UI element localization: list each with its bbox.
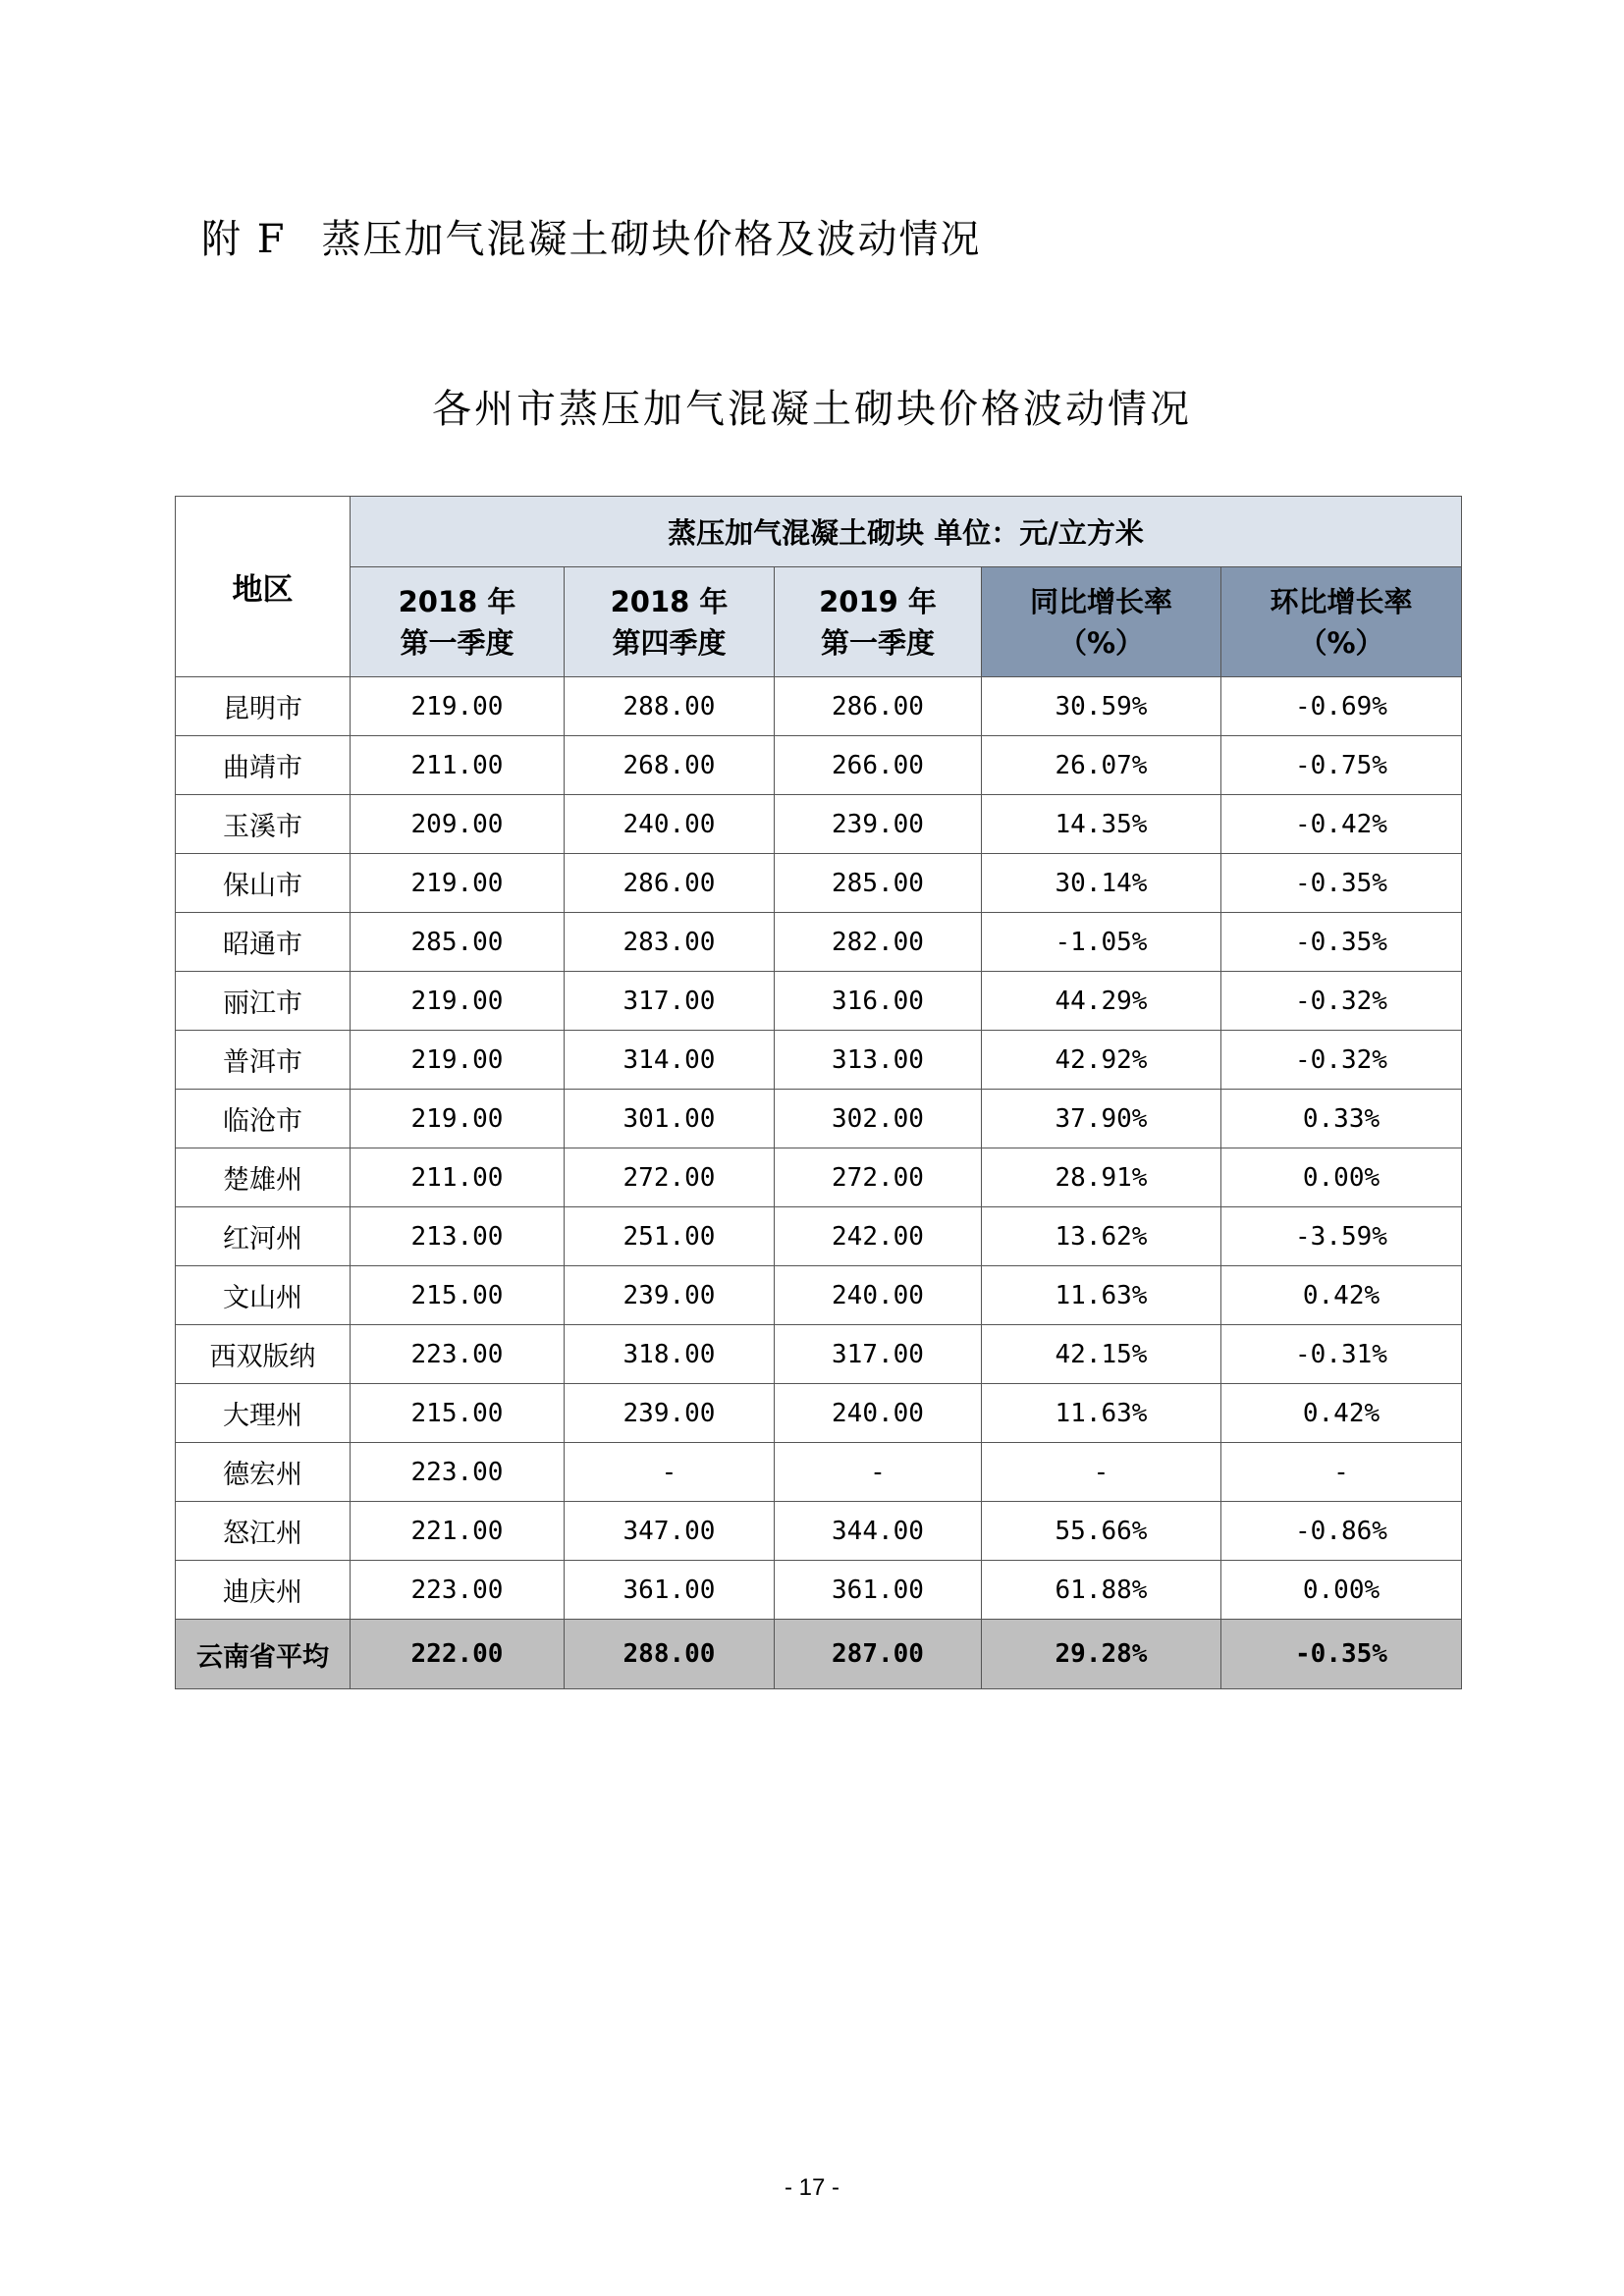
header-row-group [176,497,1462,567]
mom-rate-cell: -0.75% [1221,736,1462,795]
table-row [176,1443,1462,1502]
region-cell: 怒江州 [176,1502,351,1561]
appendix-heading [201,208,981,264]
mom-rate-cell: 0.00% [1221,1148,1462,1207]
mom-rate-cell: -0.32% [1221,1031,1462,1090]
price-2018-q1-cell: 219.00 [351,1090,565,1148]
price-2018-q4-cell: 361.00 [565,1561,775,1620]
yoy-rate-cell: 42.92% [982,1031,1221,1090]
table-row [176,1384,1462,1443]
table-row [176,972,1462,1031]
table-row [176,1561,1462,1620]
mom-rate-cell: -0.69% [1221,677,1462,736]
yoy-rate-cell: 42.15% [982,1325,1221,1384]
column-header-line2: （%） [1057,625,1145,660]
region-cell: 文山州 [176,1266,351,1325]
table-row [176,795,1462,854]
yoy-rate-cell: 11.63% [982,1266,1221,1325]
mom-rate-cell: 0.42% [1221,1266,1462,1325]
price-2018-q1-cell: 215.00 [351,1266,565,1325]
price-2018-q1-cell: 221.00 [351,1502,565,1561]
price-2018-q1-cell: 219.00 [351,1031,565,1090]
price-2018-q1-cell: 219.00 [351,677,565,736]
price-2018-q4-cell: 318.00 [565,1325,775,1384]
column-header-line1: 环比增长率 [1270,584,1413,618]
column-header-mom [1221,567,1462,677]
price-2019-q1-cell: 344.00 [775,1502,982,1561]
price-2018-q4-cell: 301.00 [565,1090,775,1148]
region-cell: 曲靖市 [176,736,351,795]
price-2018-q1-cell: 215.00 [351,1384,565,1443]
price-2019-q1-cell: 240.00 [775,1384,982,1443]
price-2018-q1-cell: 223.00 [351,1325,565,1384]
price-2018-q1-cell: 223.00 [351,1443,565,1502]
price-2018-q4-cell: 347.00 [565,1502,775,1561]
table-row [176,736,1462,795]
yoy-rate-cell: 44.29% [982,972,1221,1031]
price-2018-q4-cell: 288.00 [565,677,775,736]
price-2019-q1-cell: 316.00 [775,972,982,1031]
yoy-rate-cell: 61.88% [982,1561,1221,1620]
price-2018-q4-cell: 239.00 [565,1384,775,1443]
column-header-line1: 2018 年 [610,584,729,618]
average-region-cell: 云南省平均 [176,1620,351,1689]
price-2019-q1-cell: 242.00 [775,1207,982,1266]
mom-rate-cell: 0.33% [1221,1090,1462,1148]
price-2019-q1-cell: 282.00 [775,913,982,972]
yoy-rate-cell: 26.07% [982,736,1221,795]
region-cell: 红河州 [176,1207,351,1266]
appendix-title: 蒸压加气混凝土砌块价格及波动情况 [321,217,982,262]
column-header-line1: 2018 年 [398,584,516,618]
price-2018-q1-cell: 285.00 [351,913,565,972]
yoy-rate-cell: 13.62% [982,1207,1221,1266]
price-2019-q1-cell: 285.00 [775,854,982,913]
column-header-line1: 同比增长率 [1029,584,1172,618]
price-2019-q1-cell: 313.00 [775,1031,982,1090]
mom-rate-cell: -0.86% [1221,1502,1462,1561]
region-column-header: 地区 [176,497,351,677]
price-2018-q4-cell: 268.00 [565,736,775,795]
region-cell: 西双版纳 [176,1325,351,1384]
yoy-rate-cell: -1.05% [982,913,1221,972]
average-2018-q1-cell: 222.00 [351,1620,565,1689]
price-2019-q1-cell: 240.00 [775,1266,982,1325]
yoy-rate-cell: 55.66% [982,1502,1221,1561]
mom-rate-cell: 0.42% [1221,1384,1462,1443]
column-header-2019-q1 [775,567,982,677]
column-header-line2: 第一季度 [400,625,514,660]
yoy-rate-cell: 14.35% [982,795,1221,854]
column-header-2018-q1 [351,567,565,677]
price-2018-q1-cell: 219.00 [351,854,565,913]
region-cell: 临沧市 [176,1090,351,1148]
table-row [176,1325,1462,1384]
price-2018-q1-cell: 211.00 [351,736,565,795]
region-cell: 丽江市 [176,972,351,1031]
region-cell: 楚雄州 [176,1148,351,1207]
region-cell: 玉溪市 [176,795,351,854]
price-2018-q1-cell: 213.00 [351,1207,565,1266]
yoy-rate-cell: 30.14% [982,854,1221,913]
average-2018-q4-cell: 288.00 [565,1620,775,1689]
region-cell: 普洱市 [176,1031,351,1090]
yoy-rate-cell: 37.90% [982,1090,1221,1148]
price-2018-q4-cell: 239.00 [565,1266,775,1325]
group-header: 蒸压加气混凝土砌块 单位：元/立方米 [351,497,1462,567]
mom-rate-cell: -0.42% [1221,795,1462,854]
price-2018-q4-cell: - [565,1443,775,1502]
yoy-rate-cell: - [982,1443,1221,1502]
appendix-code: 附 F [201,217,287,262]
average-yoy-cell: 29.28% [982,1620,1221,1689]
mom-rate-cell: -0.32% [1221,972,1462,1031]
price-2018-q4-cell: 283.00 [565,913,775,972]
region-cell: 昆明市 [176,677,351,736]
table-row [176,677,1462,736]
mom-rate-cell: 0.00% [1221,1561,1462,1620]
yoy-rate-cell: 30.59% [982,677,1221,736]
mom-rate-cell: -3.59% [1221,1207,1462,1266]
price-2018-q1-cell: 211.00 [351,1148,565,1207]
price-2018-q4-cell: 272.00 [565,1148,775,1207]
column-header-line2: （%） [1298,625,1384,660]
column-header-line1: 2019 年 [819,584,937,618]
price-2018-q1-cell: 223.00 [351,1561,565,1620]
average-mom-cell: -0.35% [1221,1620,1462,1689]
price-2019-q1-cell: 317.00 [775,1325,982,1384]
mom-rate-cell: -0.31% [1221,1325,1462,1384]
price-2019-q1-cell: - [775,1443,982,1502]
column-header-yoy [982,567,1221,677]
page-number: - 17 - [784,2174,839,2201]
table-row [176,854,1462,913]
price-2019-q1-cell: 239.00 [775,795,982,854]
column-header-line2: 第四季度 [612,625,727,660]
price-2018-q1-cell: 219.00 [351,972,565,1031]
table-row [176,1502,1462,1561]
price-2018-q4-cell: 314.00 [565,1031,775,1090]
yoy-rate-cell: 11.63% [982,1384,1221,1443]
mom-rate-cell: -0.35% [1221,913,1462,972]
region-cell: 保山市 [176,854,351,913]
price-2018-q4-cell: 251.00 [565,1207,775,1266]
table-row [176,1031,1462,1090]
table-row [176,913,1462,972]
mom-rate-cell: -0.35% [1221,854,1462,913]
column-header-line2: 第一季度 [820,625,935,660]
table-row [176,1090,1462,1148]
region-cell: 迪庆州 [176,1561,351,1620]
average-row [176,1620,1462,1689]
table-title: 各州市蒸压加气混凝土砌块价格波动情况 [432,387,1192,432]
region-cell: 德宏州 [176,1443,351,1502]
yoy-rate-cell: 28.91% [982,1148,1221,1207]
mom-rate-cell: - [1221,1443,1462,1502]
column-header-2018-q4 [565,567,775,677]
price-2019-q1-cell: 272.00 [775,1148,982,1207]
price-2019-q1-cell: 266.00 [775,736,982,795]
header-row-columns [176,567,1462,677]
region-cell: 昭通市 [176,913,351,972]
price-2018-q1-cell: 209.00 [351,795,565,854]
table-row [176,1148,1462,1207]
region-cell: 大理州 [176,1384,351,1443]
price-2018-q4-cell: 240.00 [565,795,775,854]
average-2019-q1-cell: 287.00 [775,1620,982,1689]
table-row [176,1207,1462,1266]
price-2018-q4-cell: 286.00 [565,854,775,913]
price-2019-q1-cell: 286.00 [775,677,982,736]
price-2018-q4-cell: 317.00 [565,972,775,1031]
price-2019-q1-cell: 302.00 [775,1090,982,1148]
table-row [176,1266,1462,1325]
price-2019-q1-cell: 361.00 [775,1561,982,1620]
price-table [175,496,1462,1689]
